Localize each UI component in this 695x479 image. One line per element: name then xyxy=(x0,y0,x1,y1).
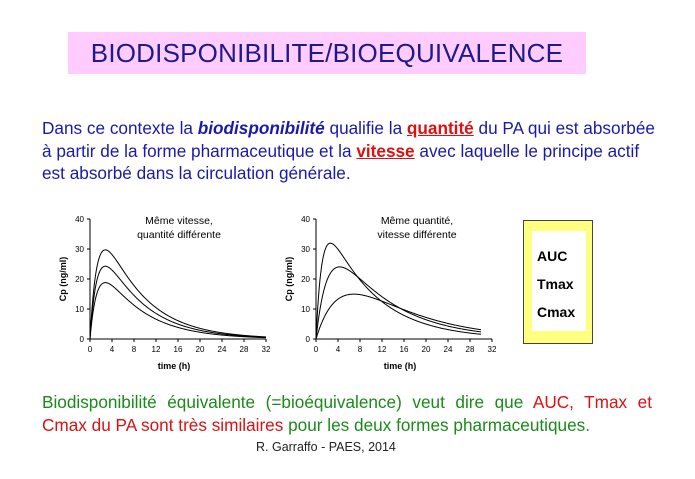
y-tick-label: 30 xyxy=(301,245,310,254)
x-tick-label: 28 xyxy=(239,345,249,354)
x-axis-label: time (h) xyxy=(157,361,191,371)
conclusion-text-1: Biodisponibilité équivalente (=bioéquivalence) veut dire que xyxy=(42,392,533,412)
y-tick-label: 40 xyxy=(75,215,84,224)
x-tick-label: 20 xyxy=(421,345,431,354)
x-tick-label: 16 xyxy=(399,345,409,354)
y-tick-label: 40 xyxy=(301,215,310,224)
parameter-auc: AUC xyxy=(537,248,568,264)
x-tick-label: 24 xyxy=(217,345,227,354)
annotation-line-2: vitesse différente xyxy=(377,229,457,241)
y-tick-label: 30 xyxy=(75,245,84,254)
annotation-line-2: quantité différente xyxy=(137,229,221,241)
x-tick-label: 0 xyxy=(87,345,93,354)
y-tick-label: 10 xyxy=(301,305,310,314)
x-tick-label: 8 xyxy=(131,345,137,354)
x-tick-label: 16 xyxy=(173,345,183,354)
series-line-b xyxy=(90,266,266,339)
parameters-box xyxy=(523,220,593,344)
term-bioavailability: biodisponibilité xyxy=(197,118,325,138)
series-line-medium xyxy=(316,267,481,339)
x-tick-label: 12 xyxy=(151,345,161,354)
y-tick-label: 0 xyxy=(305,335,310,344)
intro-paragraph xyxy=(42,117,662,185)
x-tick-label: 24 xyxy=(443,345,453,354)
parameters-list xyxy=(532,231,586,331)
chart-same-speed xyxy=(36,205,276,380)
y-tick-label: 20 xyxy=(301,275,310,284)
credit-line: R. Garraffo - PAES, 2014 xyxy=(256,440,396,454)
intro-text-1: Dans ce contexte la xyxy=(42,118,198,138)
intro-text-4: avec laquelle le principe actif est absorbé dans la circulation générale. xyxy=(42,140,640,183)
x-tick-label: 28 xyxy=(465,345,475,354)
x-tick-label: 8 xyxy=(357,345,363,354)
annotation-line-1: Même quantité, xyxy=(380,215,454,227)
y-axis-label: Cp (ng/ml) xyxy=(284,256,294,302)
x-tick-label: 0 xyxy=(313,345,319,354)
parameter-tmax: Tmax xyxy=(537,276,574,292)
page-title: BIODISPONIBILITE/BIOEQUIVALENCE xyxy=(90,37,564,68)
x-tick-label: 20 xyxy=(195,345,205,354)
highlight-speed: vitesse xyxy=(356,140,415,161)
intro-text-3: du PA qui est absorbée à partir de la forme pharmaceutique et la xyxy=(42,118,655,161)
highlight-quantity: quantité xyxy=(406,118,474,138)
title-banner xyxy=(68,32,586,74)
y-tick-label: 10 xyxy=(75,305,84,314)
conclusion-highlight: AUC, Tmax et Cmax du PA sont très similaires xyxy=(42,392,652,435)
conclusion-paragraph xyxy=(42,391,652,437)
x-tick-label: 4 xyxy=(109,345,115,354)
parameter-cmax: Cmax xyxy=(537,304,576,320)
x-tick-label: 4 xyxy=(335,345,341,354)
y-tick-label: 20 xyxy=(75,275,84,284)
annotation-line-1: Même vitesse, xyxy=(145,215,213,227)
series-line-slow xyxy=(316,294,481,339)
x-tick-label: 12 xyxy=(377,345,387,354)
series-line-a xyxy=(90,250,266,339)
y-axis-label: Cp (ng/ml) xyxy=(58,256,68,302)
y-tick-label: 0 xyxy=(79,335,84,344)
chart-same-quantity xyxy=(262,205,502,380)
series-line-fast xyxy=(316,243,481,339)
x-tick-label: 32 xyxy=(261,345,271,354)
x-tick-label: 32 xyxy=(487,345,497,354)
conclusion-text-2: pour les deux formes pharmaceutiques. xyxy=(283,415,591,435)
intro-text-2: qualifie la xyxy=(324,118,407,138)
series-line-c xyxy=(90,283,266,339)
x-axis-label: time (h) xyxy=(383,361,417,371)
